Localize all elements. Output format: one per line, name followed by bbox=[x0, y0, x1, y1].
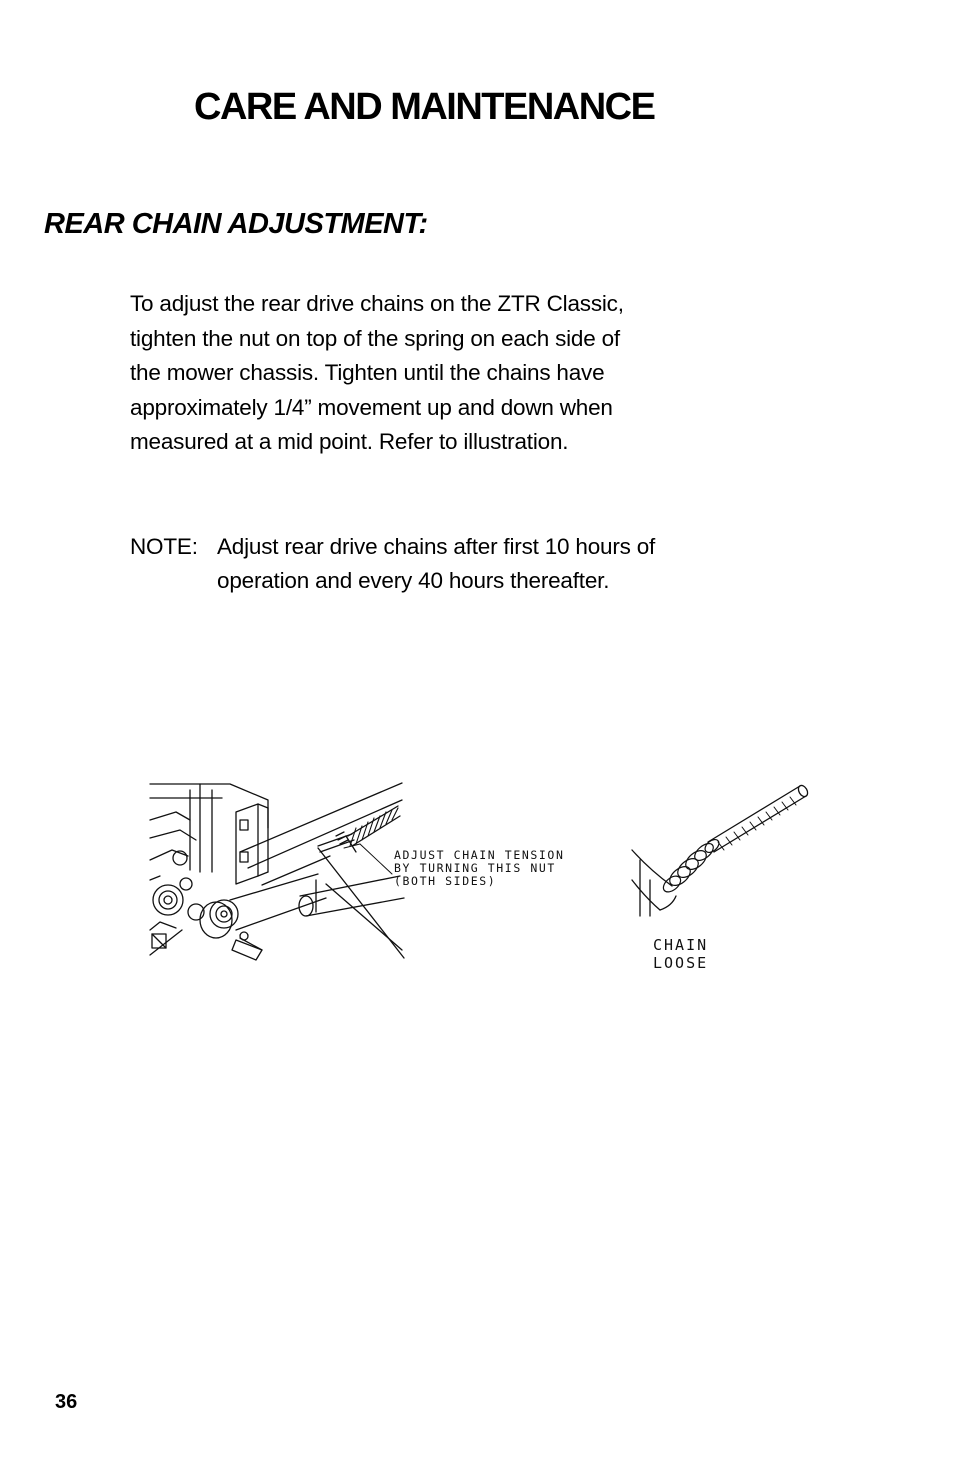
instruction-paragraph bbox=[130, 287, 790, 460]
callout-line: (BOTH SIDES) bbox=[394, 874, 497, 888]
paragraph-line: To adjust the rear drive chains on the ZTR Classic, bbox=[130, 291, 624, 316]
callout-line: BY TURNING THIS NUT bbox=[394, 861, 556, 875]
paragraph-line: tighten the nut on top of the spring on each side of bbox=[130, 325, 620, 351]
note-line: operation and every 40 hours thereafter. bbox=[217, 568, 610, 593]
note-line: Adjust rear drive chains after first 10 hours of bbox=[217, 534, 656, 559]
note-label: NOTE: bbox=[130, 534, 198, 559]
callout-line: ADJUST CHAIN TENSION bbox=[394, 848, 565, 862]
adjustment-callout bbox=[394, 849, 564, 888]
chain-loose-label bbox=[653, 936, 708, 972]
mower-chassis-drawing bbox=[150, 783, 404, 960]
chain-label-line: CHAIN bbox=[653, 936, 709, 954]
paragraph-line: the mower chassis. Tighten until the chains have bbox=[130, 360, 605, 385]
paragraph-line: approximately 1/4” movement up and down when bbox=[130, 394, 613, 420]
chain-label-line: LOOSE bbox=[653, 954, 709, 972]
paragraph-line: measured at a mid point. Refer to illustration. bbox=[130, 429, 569, 454]
section-heading: REAR CHAIN ADJUSTMENT: bbox=[44, 208, 428, 240]
page-number: 36 bbox=[55, 1391, 78, 1413]
note-text bbox=[217, 530, 655, 598]
chain-loose-detail-drawing bbox=[632, 784, 809, 916]
page-title: CARE AND MAINTENANCE bbox=[194, 86, 655, 128]
